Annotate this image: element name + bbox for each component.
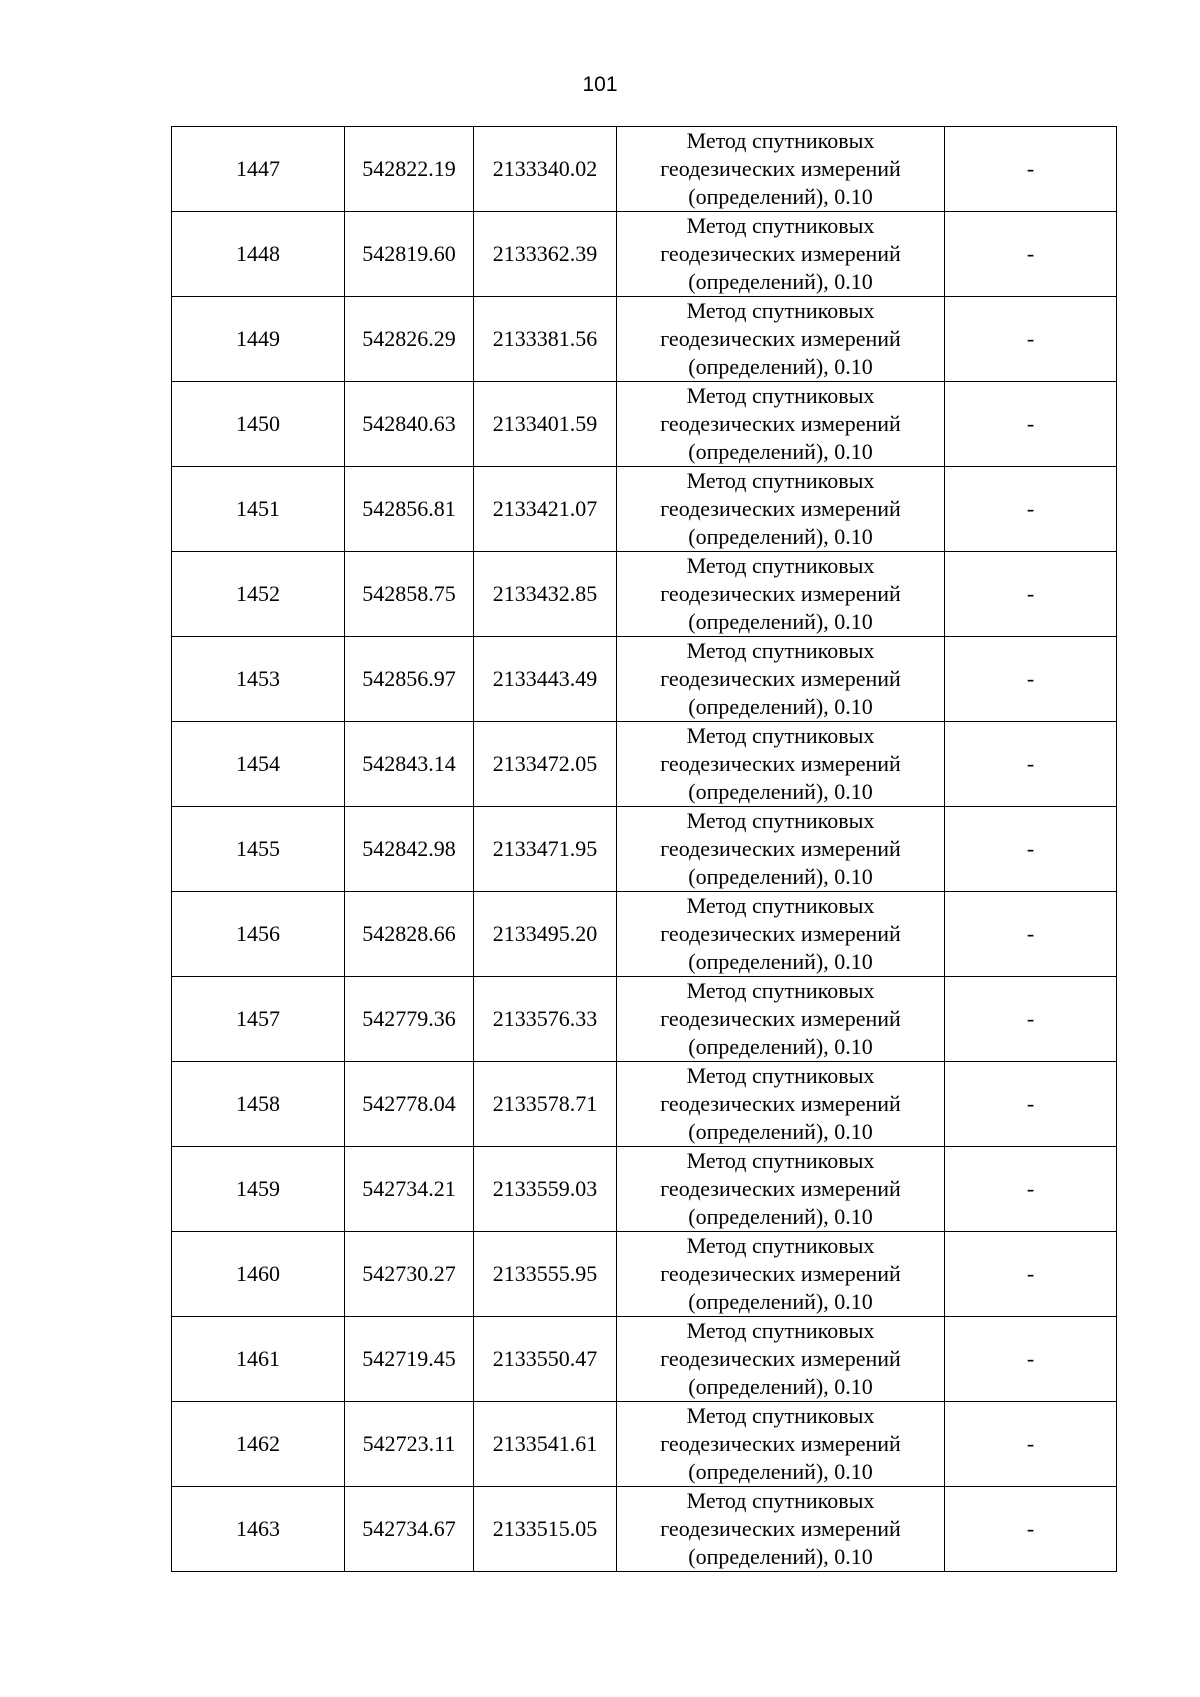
point-number-cell: 1463	[172, 1487, 345, 1572]
method-line: геодезических измерений	[660, 836, 901, 861]
point-number-cell: 1448	[172, 212, 345, 297]
method-line: (определений), 0.10	[688, 779, 873, 804]
table-row	[172, 212, 1117, 297]
note-cell: -	[945, 1317, 1117, 1402]
method-line: Метод спутниковых	[686, 213, 875, 238]
method-line: геодезических измерений	[660, 411, 901, 436]
method-cell	[617, 212, 945, 297]
table-row	[172, 977, 1117, 1062]
method-cell	[617, 467, 945, 552]
x-coordinate-cell: 542734.21	[345, 1147, 474, 1232]
method-line: геодезических измерений	[660, 1516, 901, 1541]
x-coordinate-cell: 542819.60	[345, 212, 474, 297]
point-number-cell: 1454	[172, 722, 345, 807]
method-line: (определений), 0.10	[688, 694, 873, 719]
x-coordinate-cell: 542778.04	[345, 1062, 474, 1147]
method-line: Метод спутниковых	[686, 1488, 875, 1513]
method-line: Метод спутниковых	[686, 893, 875, 918]
note-cell: -	[945, 722, 1117, 807]
x-coordinate-cell: 542858.75	[345, 552, 474, 637]
method-line: Метод спутниковых	[686, 383, 875, 408]
method-line: геодезических измерений	[660, 156, 901, 181]
note-cell: -	[945, 892, 1117, 977]
method-line: геодезических измерений	[660, 1006, 901, 1031]
method-line: геодезических измерений	[660, 751, 901, 776]
method-cell	[617, 637, 945, 722]
table-row	[172, 1232, 1117, 1317]
x-coordinate-cell: 542856.97	[345, 637, 474, 722]
note-cell: -	[945, 1487, 1117, 1572]
method-line: геодезических измерений	[660, 1431, 901, 1456]
point-number-cell: 1450	[172, 382, 345, 467]
point-number-cell: 1461	[172, 1317, 345, 1402]
point-number-cell: 1456	[172, 892, 345, 977]
point-number-cell: 1458	[172, 1062, 345, 1147]
point-number-cell: 1452	[172, 552, 345, 637]
method-line: геодезических измерений	[660, 921, 901, 946]
note-cell: -	[945, 297, 1117, 382]
x-coordinate-cell: 542719.45	[345, 1317, 474, 1402]
table-row	[172, 722, 1117, 807]
method-line: (определений), 0.10	[688, 1204, 873, 1229]
table-row	[172, 382, 1117, 467]
method-line: Метод спутниковых	[686, 1233, 875, 1258]
y-coordinate-cell: 2133381.56	[474, 297, 617, 382]
y-coordinate-cell: 2133401.59	[474, 382, 617, 467]
y-coordinate-cell: 2133495.20	[474, 892, 617, 977]
table-row	[172, 807, 1117, 892]
method-cell	[617, 892, 945, 977]
note-cell: -	[945, 212, 1117, 297]
table-row	[172, 1487, 1117, 1572]
y-coordinate-cell: 2133559.03	[474, 1147, 617, 1232]
y-coordinate-cell: 2133555.95	[474, 1232, 617, 1317]
note-cell: -	[945, 1232, 1117, 1317]
coordinates-table-body	[172, 127, 1117, 1572]
y-coordinate-cell: 2133471.95	[474, 807, 617, 892]
method-line: (определений), 0.10	[688, 949, 873, 974]
method-line: (определений), 0.10	[688, 1034, 873, 1059]
x-coordinate-cell: 542843.14	[345, 722, 474, 807]
method-line: (определений), 0.10	[688, 1289, 873, 1314]
point-number-cell: 1451	[172, 467, 345, 552]
x-coordinate-cell: 542822.19	[345, 127, 474, 212]
point-number-cell: 1462	[172, 1402, 345, 1487]
method-cell	[617, 1487, 945, 1572]
y-coordinate-cell: 2133421.07	[474, 467, 617, 552]
method-line: Метод спутниковых	[686, 1063, 875, 1088]
method-line: геодезических измерений	[660, 666, 901, 691]
x-coordinate-cell: 542842.98	[345, 807, 474, 892]
table-row	[172, 467, 1117, 552]
point-number-cell: 1460	[172, 1232, 345, 1317]
x-coordinate-cell: 542826.29	[345, 297, 474, 382]
point-number-cell: 1449	[172, 297, 345, 382]
x-coordinate-cell: 542828.66	[345, 892, 474, 977]
y-coordinate-cell: 2133340.02	[474, 127, 617, 212]
x-coordinate-cell: 542840.63	[345, 382, 474, 467]
method-line: (определений), 0.10	[688, 269, 873, 294]
point-number-cell: 1457	[172, 977, 345, 1062]
method-line: Метод спутниковых	[686, 978, 875, 1003]
method-line: геодезических измерений	[660, 1091, 901, 1116]
method-line: Метод спутниковых	[686, 1148, 875, 1173]
method-line: геодезических измерений	[660, 1176, 901, 1201]
table-row	[172, 637, 1117, 722]
method-cell	[617, 127, 945, 212]
table-row	[172, 297, 1117, 382]
page-number: 101	[582, 73, 618, 96]
method-cell	[617, 1062, 945, 1147]
table-row	[172, 1317, 1117, 1402]
method-line: (определений), 0.10	[688, 1544, 873, 1569]
point-number-cell: 1459	[172, 1147, 345, 1232]
method-cell	[617, 1147, 945, 1232]
method-line: геодезических измерений	[660, 1346, 901, 1371]
method-cell	[617, 722, 945, 807]
method-line: геодезических измерений	[660, 496, 901, 521]
method-cell	[617, 977, 945, 1062]
method-line: (определений), 0.10	[688, 864, 873, 889]
y-coordinate-cell: 2133472.05	[474, 722, 617, 807]
y-coordinate-cell: 2133576.33	[474, 977, 617, 1062]
y-coordinate-cell: 2133515.05	[474, 1487, 617, 1572]
note-cell: -	[945, 552, 1117, 637]
method-cell	[617, 552, 945, 637]
method-cell	[617, 382, 945, 467]
point-number-cell: 1447	[172, 127, 345, 212]
method-line: (определений), 0.10	[688, 1459, 873, 1484]
method-line: Метод спутниковых	[686, 808, 875, 833]
method-cell	[617, 297, 945, 382]
point-number-cell: 1455	[172, 807, 345, 892]
x-coordinate-cell: 542734.67	[345, 1487, 474, 1572]
method-line: (определений), 0.10	[688, 439, 873, 464]
table-row	[172, 552, 1117, 637]
method-line: геодезических измерений	[660, 326, 901, 351]
table-row	[172, 1062, 1117, 1147]
method-line: (определений), 0.10	[688, 354, 873, 379]
table-row	[172, 1147, 1117, 1232]
x-coordinate-cell: 542723.11	[345, 1402, 474, 1487]
y-coordinate-cell: 2133362.39	[474, 212, 617, 297]
method-line: геодезических измерений	[660, 581, 901, 606]
method-line: Метод спутниковых	[686, 723, 875, 748]
note-cell: -	[945, 637, 1117, 722]
method-line: (определений), 0.10	[688, 524, 873, 549]
method-cell	[617, 1402, 945, 1487]
y-coordinate-cell: 2133550.47	[474, 1317, 617, 1402]
method-line: Метод спутниковых	[686, 468, 875, 493]
table-row	[172, 892, 1117, 977]
method-cell	[617, 1232, 945, 1317]
note-cell: -	[945, 127, 1117, 212]
method-cell	[617, 807, 945, 892]
y-coordinate-cell: 2133578.71	[474, 1062, 617, 1147]
x-coordinate-cell: 542730.27	[345, 1232, 474, 1317]
method-line: Метод спутниковых	[686, 1318, 875, 1343]
x-coordinate-cell: 542856.81	[345, 467, 474, 552]
method-line: (определений), 0.10	[688, 1119, 873, 1144]
table-row	[172, 1402, 1117, 1487]
method-line: Метод спутниковых	[686, 1403, 875, 1428]
note-cell: -	[945, 467, 1117, 552]
y-coordinate-cell: 2133432.85	[474, 552, 617, 637]
note-cell: -	[945, 977, 1117, 1062]
method-line: геодезических измерений	[660, 1261, 901, 1286]
method-line: Метод спутниковых	[686, 638, 875, 663]
method-line: (определений), 0.10	[688, 184, 873, 209]
coordinates-table	[171, 126, 1117, 1572]
method-line: Метод спутниковых	[686, 128, 875, 153]
x-coordinate-cell: 542779.36	[345, 977, 474, 1062]
method-line: (определений), 0.10	[688, 1374, 873, 1399]
method-line: Метод спутниковых	[686, 553, 875, 578]
method-line: Метод спутниковых	[686, 298, 875, 323]
point-number-cell: 1453	[172, 637, 345, 722]
note-cell: -	[945, 807, 1117, 892]
note-cell: -	[945, 382, 1117, 467]
y-coordinate-cell: 2133443.49	[474, 637, 617, 722]
table-row	[172, 127, 1117, 212]
note-cell: -	[945, 1147, 1117, 1232]
note-cell: -	[945, 1402, 1117, 1487]
method-line: геодезических измерений	[660, 241, 901, 266]
method-line: (определений), 0.10	[688, 609, 873, 634]
method-cell	[617, 1317, 945, 1402]
y-coordinate-cell: 2133541.61	[474, 1402, 617, 1487]
note-cell: -	[945, 1062, 1117, 1147]
